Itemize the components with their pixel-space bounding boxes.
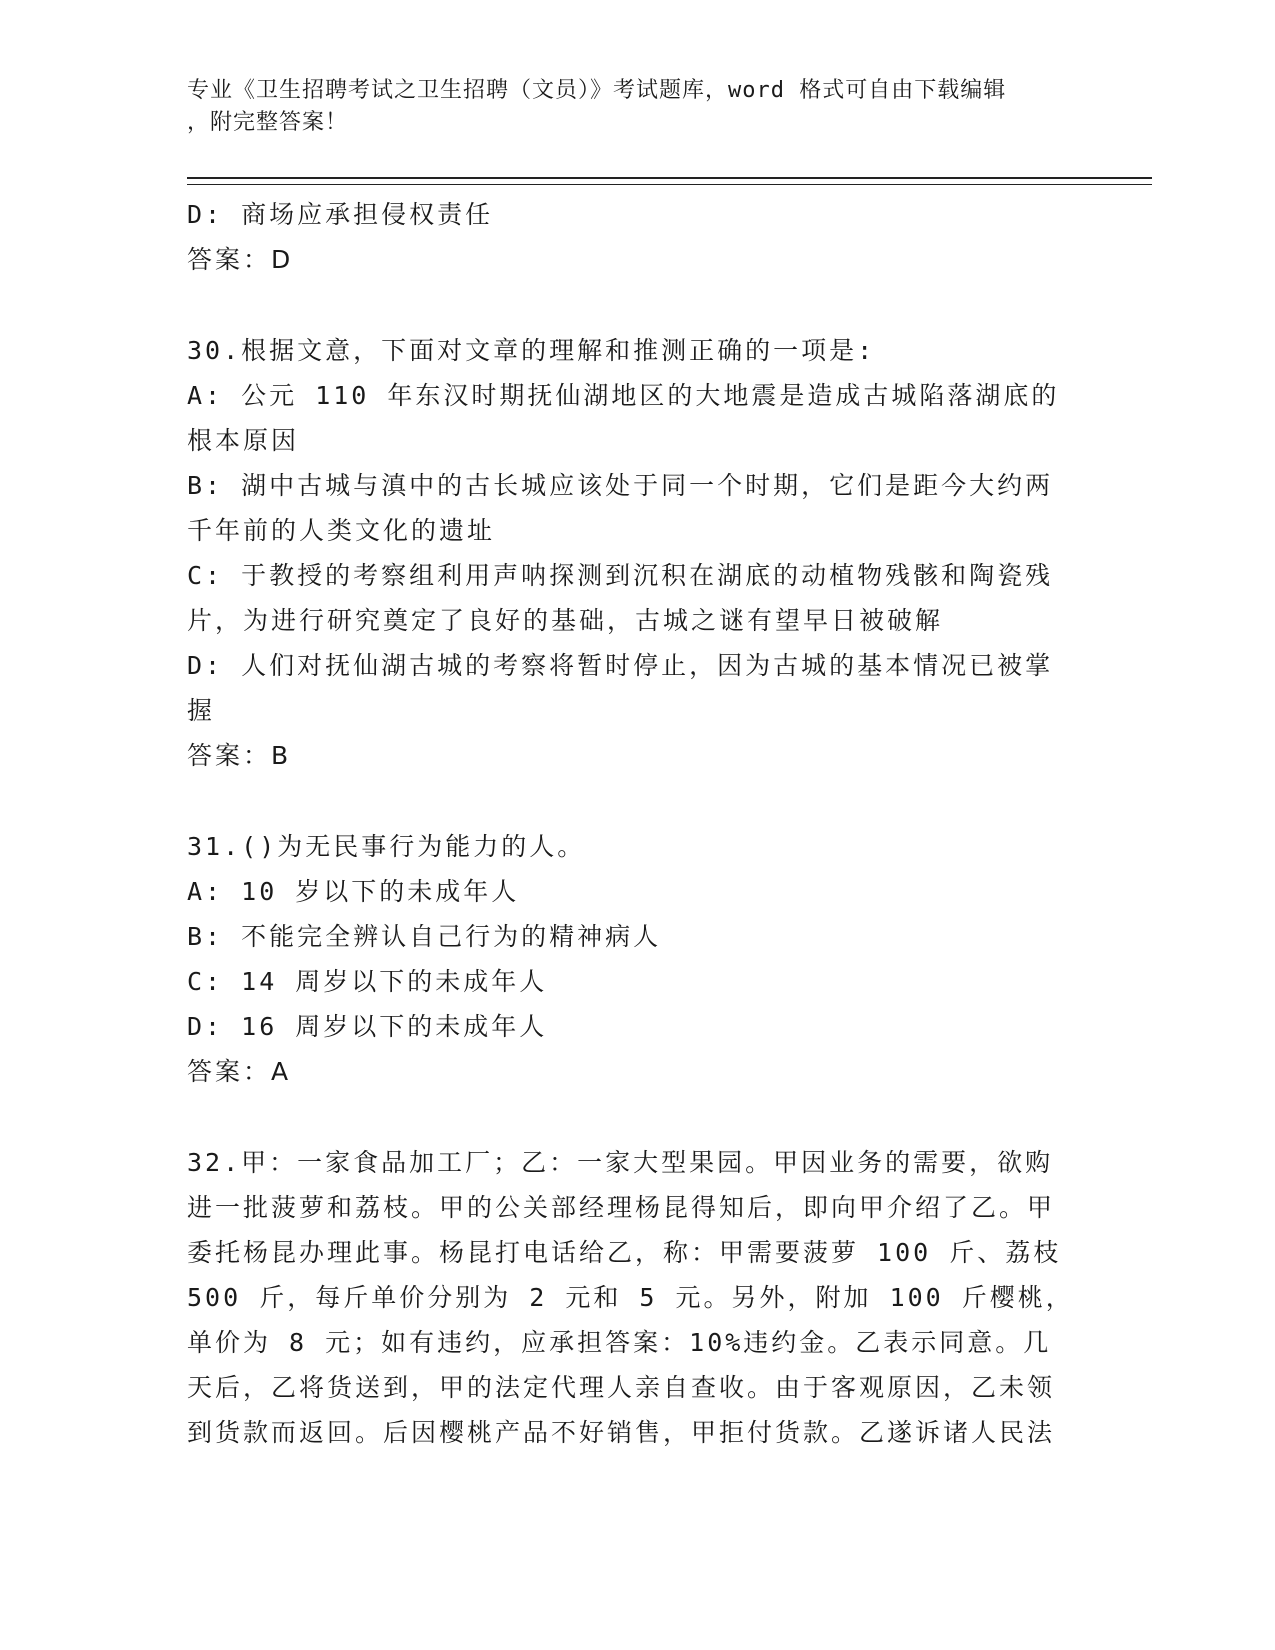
question-block-32	[187, 1140, 1080, 1455]
option-b: B: 不能完全辨认自己行为的精神病人	[187, 922, 662, 951]
question-content	[187, 192, 1080, 1455]
header-divider-thin	[187, 184, 1152, 185]
option-c: C: 于教授的考察组利用声呐探测到沉积在湖底的动植物残骸和陶瓷残片，为进行研究奠定了良好的基础，古城之谜有望早日被破解	[187, 561, 1054, 635]
question-block-30	[187, 328, 1077, 778]
spacer	[187, 282, 1077, 328]
question-text: 31.()为无民事行为能力的人。	[187, 832, 586, 861]
header-divider	[187, 177, 1152, 179]
option-a: A: 10 岁以下的未成年人	[187, 877, 520, 906]
option-c: C: 14 周岁以下的未成年人	[187, 967, 548, 996]
option-d: D: 商场应承担侵权责任	[187, 200, 494, 229]
option-b: B: 湖中古城与滇中的古长城应该处于同一个时期，它们是距今大约两千年前的人类文化的遗址	[187, 471, 1054, 545]
question-block-31	[187, 824, 1077, 1094]
document-header	[187, 75, 1067, 139]
answer-label: 答案：B	[187, 741, 292, 770]
header-title-line2: ，附完整答案！	[187, 110, 349, 135]
spacer	[187, 778, 1077, 824]
header-title-line1: 专业《卫生招聘考试之卫生招聘（文员）》考试题库，word 格式可自由下载编辑	[187, 78, 1007, 103]
option-d: D: 人们对抚仙湖古城的考察将暂时停止，因为古城的基本情况已被掌握	[187, 651, 1054, 725]
option-d: D: 16 周岁以下的未成年人	[187, 1012, 548, 1041]
option-a: A: 公元 110 年东汉时期抚仙湖地区的大地震是造成古城陷落湖底的根本原因	[187, 381, 1060, 455]
question-text: 30.根据文意，下面对文章的理解和推测正确的一项是:	[187, 336, 876, 365]
spacer	[187, 1094, 1077, 1140]
answer-label: 答案：A	[187, 1057, 292, 1086]
answer-label: 答案：D	[187, 245, 294, 274]
question-text: 32.甲：一家食品加工厂；乙：一家大型果园。甲因业务的需要，欲购进一批菠萝和荔枝。甲的公关部经理杨昆得知后，即向甲介绍了乙。甲委托杨昆办理此事。杨昆打电话给乙，称：甲需要菠萝 100 斤、荔枝 500 斤，每斤单价分别为 2 元和 5 元。另外，附加 100 斤樱桃，单价为 8 元；如有违约，应承担答案：10%违约金。乙表示同意。几天后，乙将货送到，甲的法定代理人亲自查收。由于客观原因，乙未领到货款而返回。后因樱桃产品不好销售，甲拒付货款。乙遂诉诸人民法	[187, 1148, 1080, 1447]
question-block-29	[187, 192, 1077, 282]
